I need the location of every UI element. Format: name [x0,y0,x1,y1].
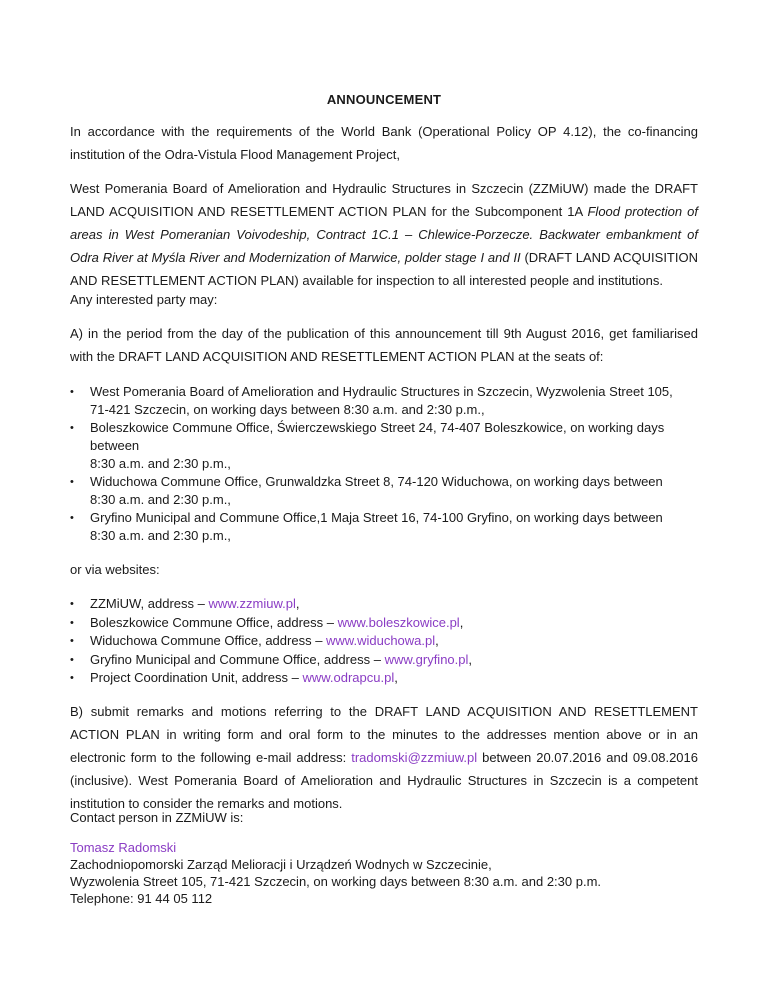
contact-intro-text: Contact person in ZZMiUW is: [70,810,244,825]
board-project-title: Flood protection of areas in West Pomeranian Voivodeship, Contract 1C.1 – Chlewice-Porzecze. Backwater embankment of Odra River at Myśla River and Modernization of Marwice, polder stage I and II [70,204,698,265]
website-link[interactable]: www.boleszkowice.pl [337,614,460,630]
website-link[interactable]: www.odrapcu.pl [302,670,395,685]
website-link[interactable]: www.zzmiuw.pl [208,596,296,611]
seat-line: 8:30 a.m. and 2:30 p.m., [90,492,231,507]
seat-line: West Pomerania Board of Amelioration and Hydraulic Structures in Szczecin, Wyzwolenia Street 105, [90,384,673,399]
section-b-lead: B) submit remarks and motions referring to the DRAFT LAND ACQUISITION AND RESETTLEMENT ACTION PLAN in writing form and oral form to the minutes to the addresses mention above or in an electronic form to the following e-mail address: [70,704,698,765]
website-label: ZZMiUW, address – [90,596,209,611]
contact-org: Zachodniopomorski Zarząd Melioracji i Urządzeń Wodnych w Szczecinie, [70,857,492,872]
board-tail: (DRAFT LAND ACQUISITION AND RESETTLEMENT ACTION PLAN) available for inspection to all interested people and institutions. [70,250,698,288]
website-link[interactable]: www.widuchowa.pl [326,633,436,648]
seat-line: 8:30 a.m. and 2:30 p.m., [90,456,231,471]
board-paragraph [70,177,698,292]
website-label: Widuchowa Commune Office, address – [90,633,327,648]
contact-block [70,839,698,907]
list-item [70,669,698,688]
website-label: Gryfino Municipal and Commune Office, address – [90,651,385,667]
seat-line: Boleszkowice Commune Office, Świerczewskiego Street 24, 74-407 Boleszkowice, on working days [90,420,665,435]
list-item [70,632,698,651]
list-item [70,473,698,509]
list-item [70,509,698,545]
contact-phone: Telephone: 91 44 05 112 [70,891,213,906]
email-link[interactable]: tradomski@zzmiuw.pl [351,750,478,765]
board-lead: West Pomerania Board of Amelioration and Hydraulic Structures in Szczecin (ZZMiUW) made the DRAFT LAND ACQUISITION AND RESETTLEMENT ACTION PLAN for the Subcomponent 1A [70,181,698,219]
list-item [70,595,698,614]
websites-list [70,595,698,688]
website-link[interactable]: www.gryfino.pl [384,651,469,667]
website-label: Project Coordination Unit, address – [90,670,303,685]
section-b-paragraph [70,700,698,815]
seat-line: between [90,438,140,453]
page-title: ANNOUNCEMENT [326,92,442,107]
seat-line: Widuchowa Commune Office, Grunwaldzka Street 8, 74-120 Widuchowa, on working days between [90,474,663,489]
website-suffix: , [468,651,473,667]
contact-address: Wyzwolenia Street 105, 71-421 Szczecin, on working days between 8:30 a.m. and 2:30 p.m. [70,874,602,889]
website-label: Boleszkowice Commune Office, address – [90,614,338,630]
website-suffix: , [435,633,439,648]
section-a-paragraph: A) in the period from the day of the publication of this announcement till 9th August 2016, get familiarised with the DRAFT LAND ACQUISITION AND RESETTLEMENT ACTION PLAN at the seats of: [70,326,698,364]
contact-name-link[interactable]: Tomasz Radomski [70,840,177,855]
any-party-text: Any interested party may: [70,292,218,307]
list-item [70,614,698,633]
website-suffix: , [295,596,300,611]
seats-list [70,383,698,545]
seat-line: 71-421 Szczecin, on working days between 8:30 a.m. and 2:30 p.m., [90,402,485,417]
seat-line: 8:30 a.m. and 2:30 p.m., [90,528,231,543]
list-item [70,651,698,670]
website-suffix: , [394,670,398,685]
list-item [70,419,698,473]
website-suffix: , [459,614,464,630]
via-websites-text: or via websites: [70,562,160,577]
section-b-tail: between 20.07.2016 and 09.08.2016 (inclusive). West Pomerania Board of Amelioration and Hydraulic Structures in Szczecin is a competent institution to consider the remarks and motions. [70,750,698,811]
list-item [70,383,698,419]
seat-line: Gryfino Municipal and Commune Office,1 Maja Street 16, 74-100 Gryfino, on working days between [90,510,663,525]
intro-paragraph: In accordance with the requirements of the World Bank (Operational Policy OP 4.12), the co-financing institution of the Odra-Vistula Flood Management Project, [70,124,698,162]
